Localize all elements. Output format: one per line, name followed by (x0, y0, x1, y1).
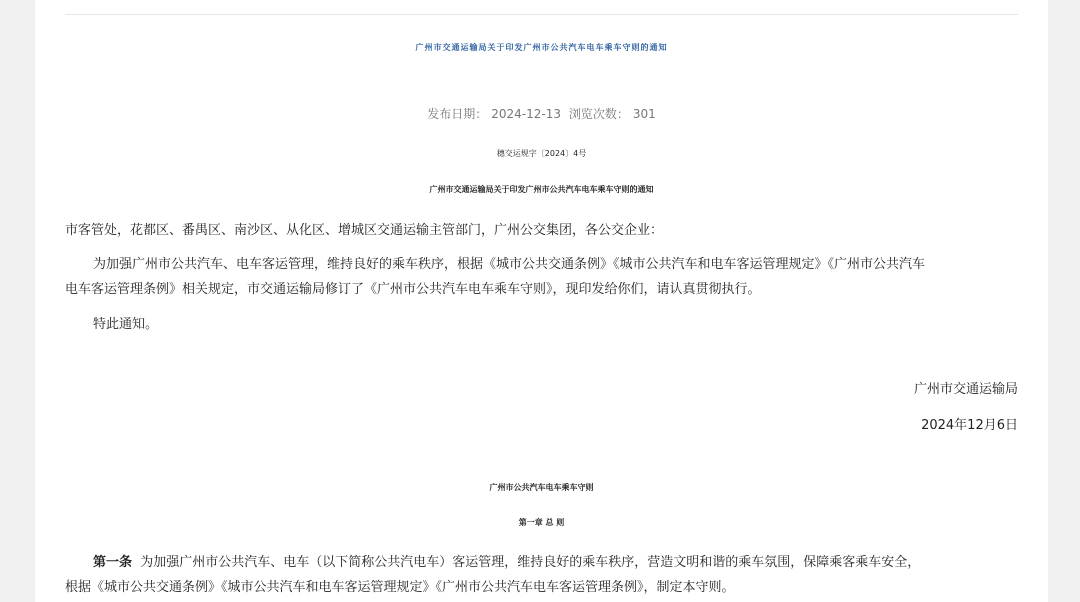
notice-title: 广州市交通运输局关于印发广州市公共汽车电车乘车守则的通知 (429, 185, 654, 194)
top-divider (65, 14, 1018, 15)
article-1-text: 为加强广州市公共汽车、电车（以下简称公共汽电车）客运管理，维持良好的乘车秩序，营造文明和谐的乘车氛围，保障乘客乘车安全， (140, 555, 921, 570)
article-1-line-2: 根据《城市公共交通条例》《城市公共汽车和电车客运管理规定》《广州市公共汽车电车客运管理条例》，制定本守则。 (65, 580, 735, 595)
rules-title: 广州市公共汽车电车乘车守则 (489, 483, 594, 492)
article-1-label: 第一条 (93, 555, 133, 570)
document-number: 穗交运规字〔2024〕4号 (496, 149, 587, 158)
article-1-line-1 (93, 551, 920, 570)
publish-date-label: 发布日期： (427, 107, 488, 121)
chapter-heading: 第一章 总 则 (518, 518, 565, 527)
publish-meta (35, 105, 1048, 122)
view-count: 301 (632, 107, 656, 121)
sign-date: 2024年12月6日 (921, 418, 1018, 433)
publish-date: 2024-12-13 (491, 107, 561, 121)
view-count-label: 浏览次数： (568, 107, 629, 121)
recipients: 市客管处，花都区、番禺区、南沙区、从化区、增城区交通运输主管部门，广州公交集团，各公交企业： (65, 223, 664, 238)
page-title: 广州市交通运输局关于印发广州市公共汽车电车乘车守则的通知 (415, 43, 668, 52)
closing-line: 特此通知。 (93, 317, 159, 332)
paragraph-1-line-1: 为加强广州市公共汽车、电车客运管理，维持良好的乘车秩序，根据《城市公共交通条例》《城市公共汽车和电车客运管理规定》《广州市公共汽车 (93, 257, 926, 272)
paragraph-1-line-2: 电车客运管理条例》相关规定，市交通运输局修订了《广州市公共汽车电车乘车守则》，现印发给你们，请认真贯彻执行。 (65, 282, 761, 297)
document-page (35, 0, 1048, 602)
signature: 广州市交通运输局 (913, 382, 1018, 397)
